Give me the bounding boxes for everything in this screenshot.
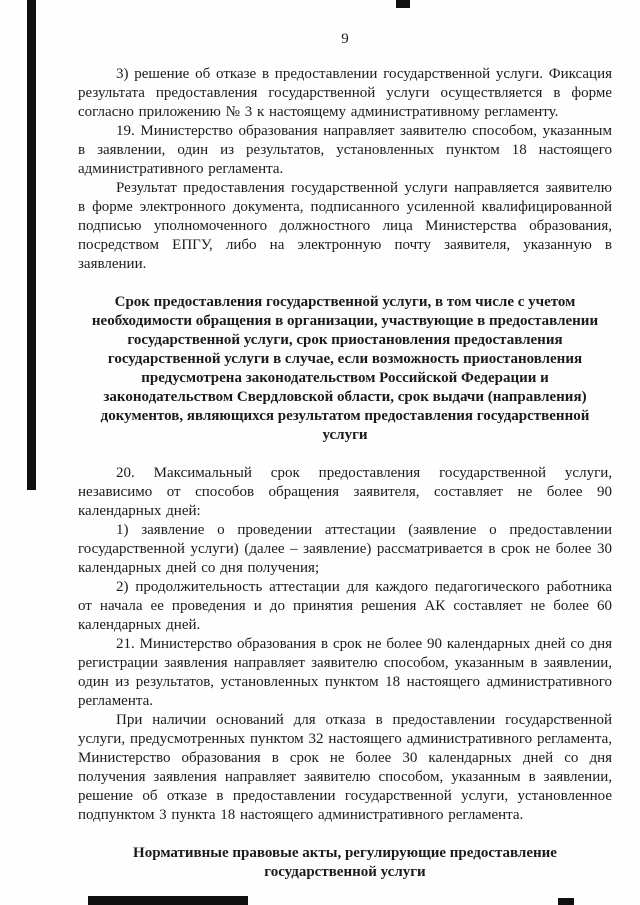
section-heading-service-terms: Срок предоставления государственной услуги, в том числе с учетом необходимости обращения в организации, участвующие в предоставлении государственной услуги, срок приостановления предоставления государственной услуги в случае, если возможность приостановления предусмотрена законодательством Российской Федерации и законодательством Свердловской области, срок выдачи (направления) документов, являющихся результатом предоставления государственной услуги xyxy=(91,294,599,443)
body-paragraph: При наличии оснований для отказа в предоставлении государственной услуги, предусмотренных пунктом 32 настоящего административного регламента, Министерство образования в срок не более 30 календарных дней со дня получения заявления направляет заявителю способом, указанным в заявлении, решение об отказе в предоставлении государственной услуги, установленное подпунктом 3 пункта 18 настоящего административного регламента. xyxy=(78,712,612,823)
body-paragraph: 19. Министерство образования направляет заявителю способом, указанным в заявлении, один из результатов, установленных пунктом 18 настоящего административного регламента. xyxy=(78,123,612,177)
text-column xyxy=(78,30,612,901)
body-paragraph-list-item-1: 1) заявление о проведении аттестации (заявление о предоставлении государственной услуги) (далее – заявление) рассматривается в срок не более 30 календарных дней со дня получения; xyxy=(78,522,612,576)
body-paragraph: 20. Максимальный срок предоставления государственной услуги, независимо от способов обращения заявителя, составляет не более 90 календарных дней: xyxy=(78,465,612,519)
scan-artifact-left-edge xyxy=(27,0,36,490)
body-paragraph: Результат предоставления государственной услуги направляется заявителю в форме электронного документа, подписанного усиленной квалифицированной подписью уполномоченного должностного лица Министерства образования, посредством ЕПГУ, либо на электронную почту заявителя, указанную в заявлении. xyxy=(78,180,612,272)
body-paragraph: 21. Министерство образования в срок не более 90 календарных дней со дня регистрации заявления направляет заявителю способом, указанным в заявлении, один из результатов, установленных пунктом 18 настоящего административного регламента. xyxy=(78,636,612,709)
body-paragraph: 3) решение об отказе в предоставлении государственной услуги. Фиксация результата предоставления государственной услуги осуществляется в форме согласно приложению № 3 к настоящему административному регламенту. xyxy=(78,66,612,120)
body-paragraph-list-item-2: 2) продолжительность аттестации для каждого педагогического работника от начала ее проведения и до принятия решения АК составляет не более 60 календарных дней. xyxy=(78,579,612,633)
scan-artifact-top-mark xyxy=(396,0,410,8)
section-heading-normative-acts: Нормативные правовые акты, регулирующие предоставление государственной услуги xyxy=(133,845,557,880)
page-number: 9 xyxy=(341,31,349,47)
